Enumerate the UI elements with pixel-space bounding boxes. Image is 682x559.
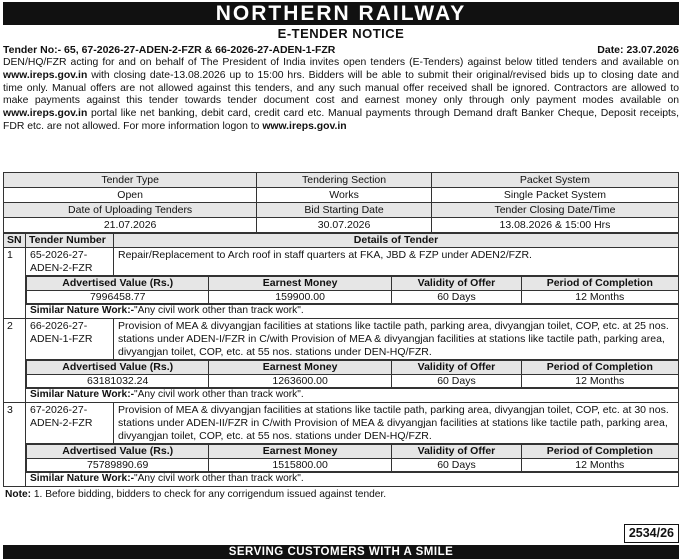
value-cell: 1515800.00 [209,458,391,472]
similar-work [26,389,679,403]
tender-values-row [4,444,679,473]
note-line [3,487,679,503]
tender-number-line [3,43,679,57]
summary-cell: Tender Closing Date/Time [431,203,678,218]
value-cell: 7996458.77 [27,290,209,304]
value-cell: 12 Months [522,458,678,472]
tender-row [4,248,679,276]
value-header: Period of Completion [522,445,678,459]
col-header-tender-number: Tender Number [26,234,114,248]
similar-work-text: "Any civil work other than track work". [133,473,304,485]
summary-row [4,203,679,218]
similar-work-label: Similar Nature Work:- [30,389,134,401]
tender-sn: 2 [4,319,26,403]
values-table [26,444,679,472]
values-data-row [27,290,679,304]
notice-subtitle: E-TENDER NOTICE [277,26,405,41]
note-label: Note: [5,489,32,501]
summary-cell: Single Packet System [431,188,678,203]
summary-row [4,218,679,233]
value-cell: 60 Days [391,374,521,388]
values-data-row [27,374,679,388]
tender-values-row [4,360,679,389]
value-cell: 75789890.69 [27,458,209,472]
value-header: Period of Completion [522,277,678,291]
value-header: Advertised Value (Rs.) [27,445,209,459]
values-header-row [27,361,679,375]
value-cell: 12 Months [522,374,678,388]
summary-table [3,172,679,233]
summary-cell: Open [4,188,257,203]
value-cell: 1263600.00 [209,374,391,388]
notice-code: 2534/26 [624,524,679,543]
tender-description: Provision of MEA & divyangjan facilities at stations like tactile path, parking area, divyangjan toilet, COP, etc. at 30 nos. stations under ADEN-II/FZR in C/with Provision of MEA & divyangjan facilities at stations like tactile path, parking area, divyangjan toilet, COP, etc. at 55 nos. stations under DEN-HQ/FZR. [114,403,679,444]
value-header: Validity of Offer [391,445,521,459]
value-header: Advertised Value (Rs.) [27,361,209,375]
notice-date: Date: 23.07.2026 [597,44,679,56]
similar-work [26,473,679,487]
similar-work-text: "Any civil work other than track work". [133,305,304,317]
values-container [26,276,679,305]
tender-sn: 3 [4,403,26,487]
col-header-sn: SN [4,234,26,248]
values-table [26,276,679,304]
summary-row [4,188,679,203]
value-header: Validity of Offer [391,361,521,375]
value-header: Earnest Money [209,277,391,291]
tender-row [4,319,679,360]
values-table [26,360,679,388]
value-cell: 12 Months [522,290,678,304]
tender-number-cell: 67-2026-27-ADEN-2-FZR [26,403,114,444]
intro-paragraph [3,57,679,172]
intro-text-1: DEN/HQ/FZR acting for and on behalf of The President of India invites open tenders (E-Tenders) against below titled tenders and available on [3,57,679,68]
summary-cell: Works [257,188,432,203]
similar-work [26,305,679,319]
value-cell: 63181032.24 [27,374,209,388]
tender-number-cell: 65-2026-27-ADEN-2-FZR [26,248,114,276]
values-header-row [27,445,679,459]
similar-work-label: Similar Nature Work:- [30,473,134,485]
ireps-link[interactable]: www.ireps.gov.in [3,69,88,81]
tender-description: Provision of MEA & divyangjan facilities at stations like tactile path, parking area, divyangjan toilet, COP, etc. at 25 nos. stations under ADEN-I/FZR in C/with Provision of MEA & divyangjan facilities at stations like tactile path, parking area, divyangjan toilet, COP, etc. at 55 nos. stations under DEN-HQ/FZR. [114,319,679,360]
summary-cell: Packet System [431,173,678,188]
values-header-row [27,277,679,291]
value-header: Earnest Money [209,361,391,375]
summary-cell: Bid Starting Date [257,203,432,218]
summary-cell: 21.07.2026 [4,218,257,233]
tender-number-cell: 66-2026-27-ADEN-1-FZR [26,319,114,360]
values-container [26,444,679,473]
value-header: Validity of Offer [391,277,521,291]
similar-work-row [4,305,679,319]
tender-details-table [3,233,679,487]
summary-cell: 30.07.2026 [257,218,432,233]
ireps-link[interactable]: www.ireps.gov.in [3,108,88,120]
tender-sn: 1 [4,248,26,319]
summary-cell: 13.08.2026 & 15:00 Hrs [431,218,678,233]
ireps-link[interactable]: www.ireps.gov.in [262,120,347,132]
intro-text-2: with closing date-13.08.2026 up to 15:00 hrs. Bidders will be able to submit their original/revised bids up to closing date and time only. Manual offers are not allowed against this tenders, and any such manual offer received shall be ignored. Contractors are allowed to make payments against this tender towards tender document cost and earnest money only through only payment modes available on [3,69,679,107]
summary-cell: Tender Type [4,173,257,188]
tender-number: Tender No:- 65, 67-2026-27-ADEN-2-FZR & 66-2026-27-ADEN-1-FZR [3,44,336,56]
tender-description: Repair/Replacement to Arch roof in staff quarters at FKA, JBD & FZP under ADEN2/FZR. [114,248,679,276]
summary-cell: Tendering Section [257,173,432,188]
similar-work-row [4,389,679,403]
summary-cell: Date of Uploading Tenders [4,203,257,218]
values-data-row [27,458,679,472]
tender-values-row [4,276,679,305]
similar-work-text: "Any civil work other than track work". [133,389,304,401]
value-header: Period of Completion [522,361,678,375]
value-header: Earnest Money [209,445,391,459]
summary-row [4,173,679,188]
details-header-row [4,234,679,248]
value-cell: 60 Days [391,290,521,304]
value-cell: 159900.00 [209,290,391,304]
values-container [26,360,679,389]
intro-text-3: portal like net banking, debit card, credit card etc. Manual payments through Demand draft Banker Cheque, Deposit receipts, FDR etc. are not allowed. For more information logon to [3,108,679,132]
col-header-details: Details of Tender [114,234,679,248]
note-text: 1. Before bidding, bidders to check for any corrigendum issued against tender. [31,489,387,501]
value-cell: 60 Days [391,458,521,472]
tender-row [4,403,679,444]
similar-work-label: Similar Nature Work:- [30,305,134,317]
similar-work-row [4,473,679,487]
value-header: Advertised Value (Rs.) [27,277,209,291]
banner-title: NORTHERN RAILWAY [3,2,679,25]
footer-slogan: SERVING CUSTOMERS WITH A SMILE [3,545,679,559]
